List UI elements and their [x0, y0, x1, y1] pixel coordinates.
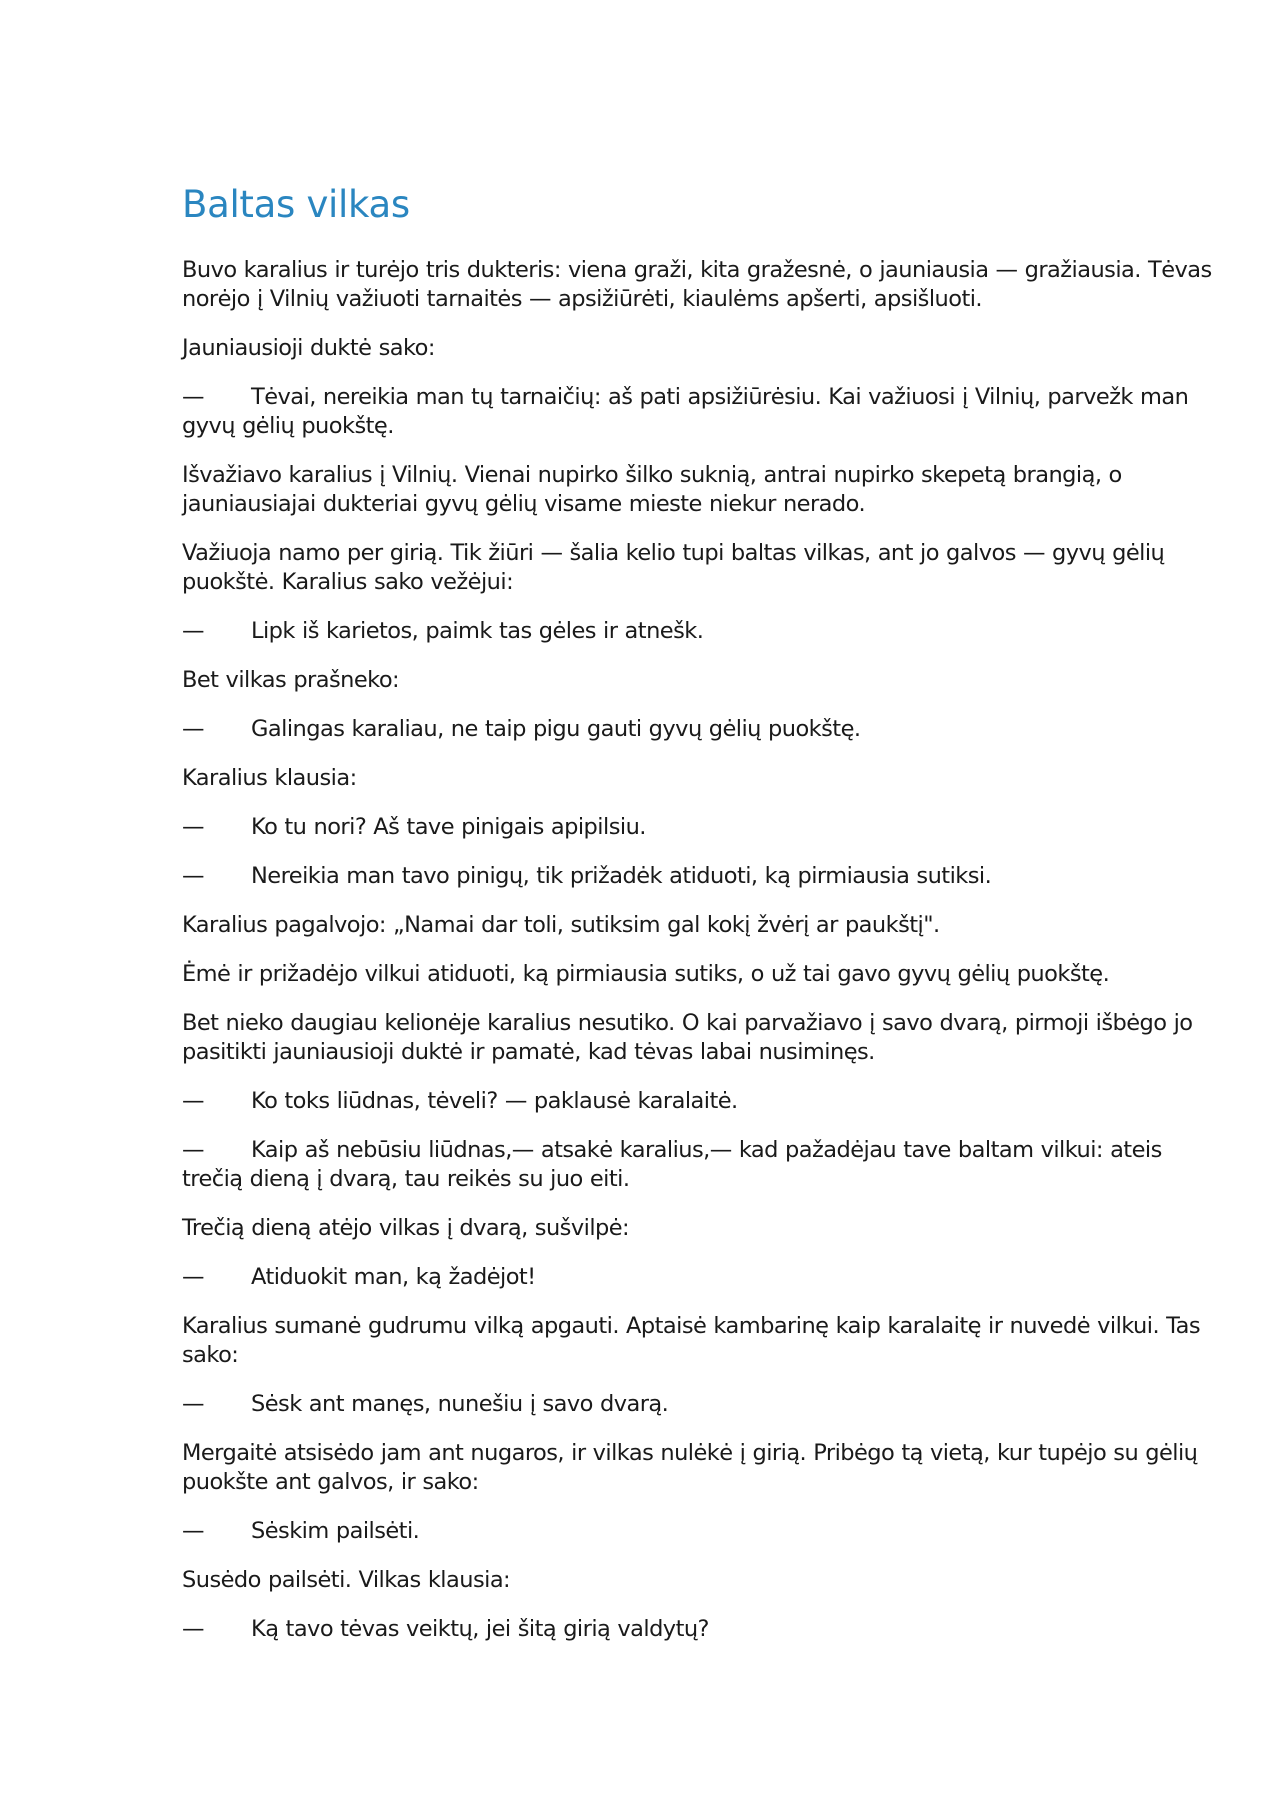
dialogue-dash: — — [182, 1088, 204, 1114]
dialogue-dash: — — [182, 1137, 204, 1163]
narrative-paragraph: Ėmė ir prižadėjo vilkui atiduoti, ką pirmiausia sutiks, o už tai gavo gyvų gėlių puokštę. — [182, 961, 1110, 987]
dialogue-text: Tėvai, nereikia man tų tarnaičių: aš pati apsižiūrėsiu. Kai važiuosi į Vilnių, parvežk man gyvų gėlių puokštę. — [182, 384, 1189, 439]
narrative-paragraph: Susėdo pailsėti. Vilkas klausia: — [182, 1567, 511, 1593]
narrative-paragraph: Buvo karalius ir turėjo tris dukteris: viena graži, kita gražesnė, o jauniausia — gražiausia. Tėvas norėjo į Vilnių važiuoti tarnaitės — apsižiūrėti, kiaulėms apšerti, apsišluoti. — [182, 257, 1212, 312]
dialogue-line — [182, 383, 1212, 441]
narrative-paragraph: Karalius sumanė gudrumu vilką apgauti. Aptaisė kambarinę kaip karalaitę ir nuvedė vilkui. Tas sako: — [182, 1313, 1201, 1368]
dialogue-text: Lipk iš karietos, paimk tas gėles ir atnešk. — [251, 618, 704, 644]
narrative-paragraph: Išvažiavo karalius į Vilnių. Vienai nupirko šilko suknią, antrai nupirko skepetą brangią, o jauniausiajai dukteriai gyvų gėlių visame mieste niekur nerado. — [182, 462, 1122, 517]
dialogue-dash: — — [182, 384, 204, 410]
document-title: Baltas vilkas — [182, 183, 410, 226]
narrative-paragraph: Bet nieko daugiau kelionėje karalius nesutiko. O kai parvažiavo į savo dvarą, pirmoji išbėgo jo pasitikti jauniausioji duktė ir pamatė, kad tėvas labai nusiminęs. — [182, 1010, 1193, 1065]
dialogue-line — [182, 715, 1212, 744]
narrative-paragraph: Karalius klausia: — [182, 765, 357, 791]
dialogue-line — [182, 1615, 1212, 1644]
document-body — [182, 182, 1212, 1664]
dialogue-line — [182, 1087, 1212, 1116]
dialogue-dash: — — [182, 1264, 204, 1290]
narrative-paragraph: Bet vilkas prašneko: — [182, 667, 400, 693]
narrative-paragraph: Karalius pagalvojo: „Namai dar toli, sutiksim gal kokį žvėrį ar paukštį". — [182, 912, 940, 938]
narrative-paragraph: Mergaitė atsisėdo jam ant nugaros, ir vilkas nulėkė į girią. Pribėgo tą vietą, kur tupėjo su gėlių puokšte ant galvos, ir sako: — [182, 1440, 1198, 1495]
dialogue-dash: — — [182, 814, 204, 840]
dialogue-line — [182, 1136, 1212, 1194]
dialogue-text: Sėsk ant manęs, nunešiu į savo dvarą. — [251, 1391, 669, 1417]
story-text — [182, 256, 1212, 1644]
dialogue-line — [182, 617, 1212, 646]
narrative-paragraph: Jauniausioji duktė sako: — [182, 335, 435, 361]
dialogue-line — [182, 813, 1212, 842]
dialogue-dash: — — [182, 1518, 204, 1544]
dialogue-line — [182, 1517, 1212, 1546]
dialogue-text: Sėskim pailsėti. — [251, 1518, 420, 1544]
dialogue-line — [182, 1390, 1212, 1419]
dialogue-dash: — — [182, 863, 204, 889]
dialogue-dash: — — [182, 1391, 204, 1417]
dialogue-line — [182, 1263, 1212, 1292]
dialogue-text: Atiduokit man, ką žadėjot! — [251, 1264, 536, 1290]
dialogue-text: Nereikia man tavo pinigų, tik prižadėk atiduoti, ką pirmiausia sutiksi. — [251, 863, 992, 889]
narrative-paragraph: Važiuoja namo per girią. Tik žiūri — šalia kelio tupi baltas vilkas, ant jo galvos — gyvų gėlių puokštė. Karalius sako vežėjui: — [182, 540, 1165, 595]
dialogue-text: Kaip aš nebūsiu liūdnas,— atsakė karalius,— kad pažadėjau tave baltam vilkui: ateis trečią dieną į dvarą, tau reikės su juo eiti. — [182, 1137, 1162, 1192]
dialogue-dash: — — [182, 716, 204, 742]
dialogue-text: Ką tavo tėvas veiktų, jei šitą girią valdytų? — [251, 1616, 709, 1642]
dialogue-dash: — — [182, 618, 204, 644]
dialogue-text: Galingas karaliau, ne taip pigu gauti gyvų gėlių puokštę. — [251, 716, 861, 742]
dialogue-text: Ko toks liūdnas, tėveli? — paklausė karalaitė. — [251, 1088, 738, 1114]
dialogue-line — [182, 862, 1212, 891]
dialogue-dash: — — [182, 1616, 204, 1642]
narrative-paragraph: Trečią dieną atėjo vilkas į dvarą, sušvilpė: — [182, 1215, 630, 1241]
dialogue-text: Ko tu nori? Aš tave pinigais apipilsiu. — [251, 814, 646, 840]
